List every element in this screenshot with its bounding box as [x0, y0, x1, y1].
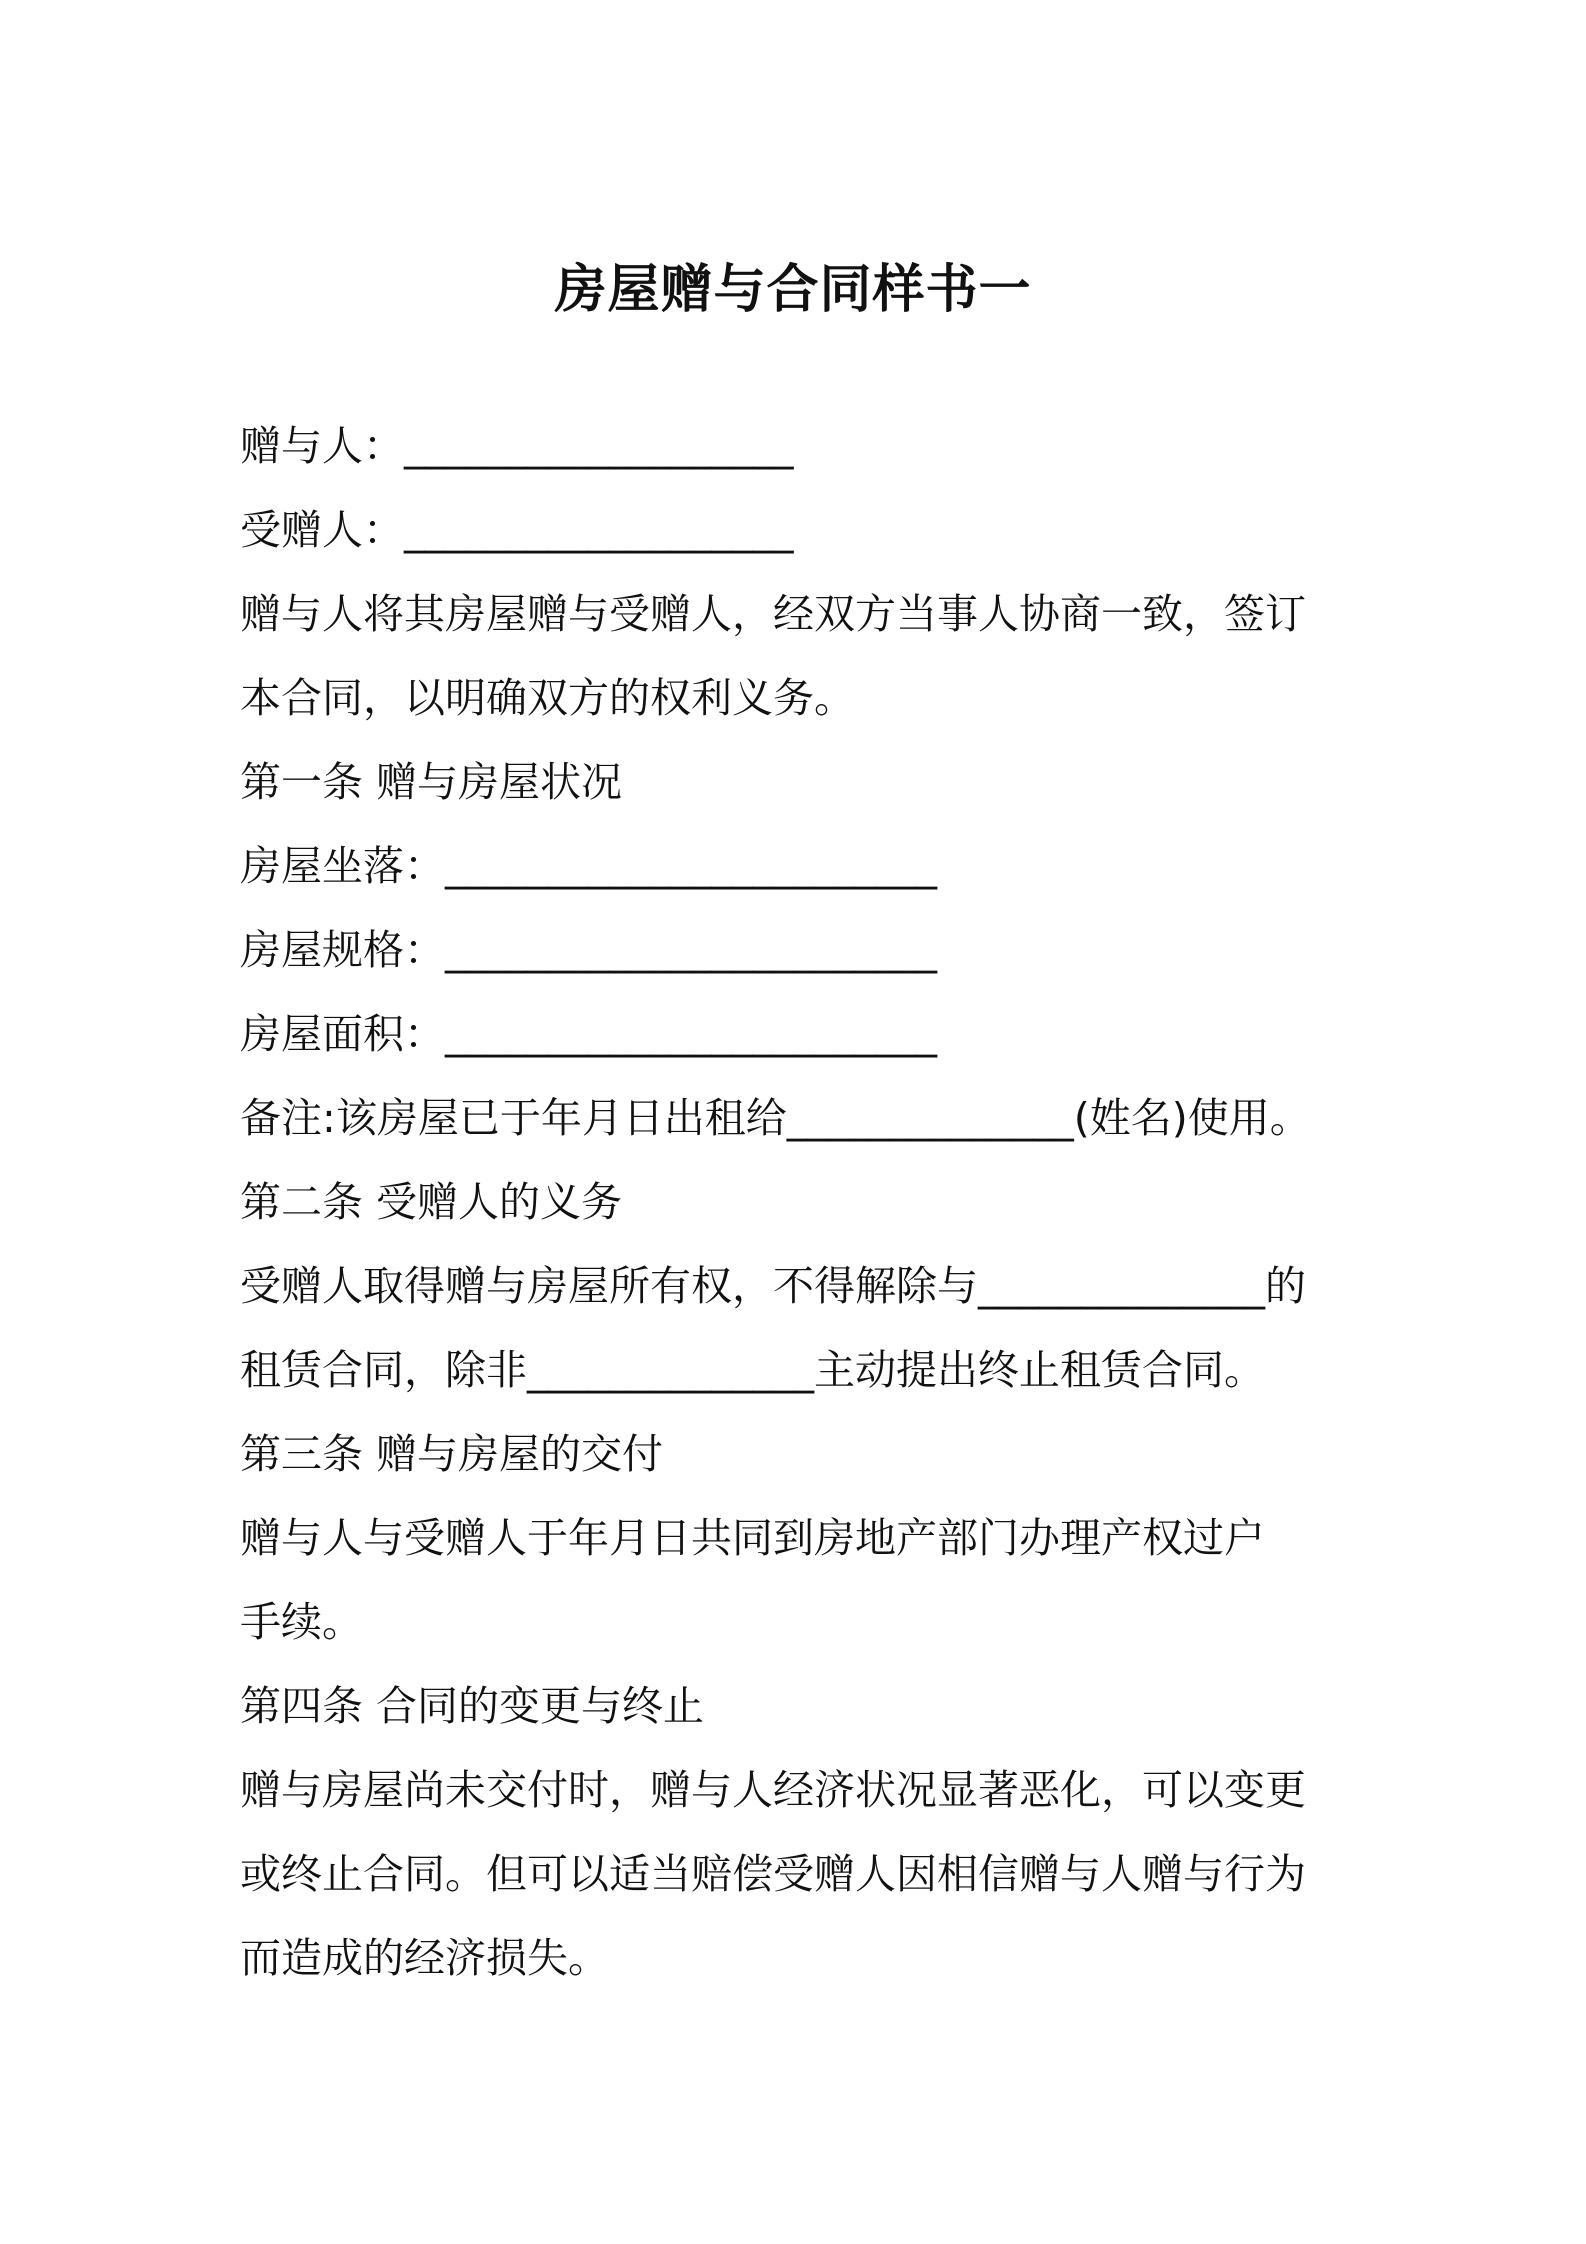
article-2-line-2: 租赁合同，除非______________主动提出终止租赁合同。 — [240, 1346, 1265, 1394]
article-3-line-2: 手续。 — [240, 1598, 363, 1646]
article-4-line-3: 而造成的经济损失。 — [240, 1934, 609, 1982]
house-spec-field-line: 房屋规格：________________________ — [240, 926, 937, 974]
article-2-heading: 第二条 受赠人的义务 — [240, 1178, 623, 1226]
document-body — [240, 404, 1360, 2000]
article-4-heading: 第四条 合同的变更与终止 — [240, 1682, 705, 1730]
article-3-heading: 第三条 赠与房屋的交付 — [240, 1430, 664, 1478]
article-2-line-1: 受赠人取得赠与房屋所有权，不得解除与______________的 — [240, 1262, 1306, 1310]
remark-line: 备注:该房屋已于年月日出租给______________(姓名)使用。 — [240, 1094, 1311, 1142]
preamble-line-2: 本合同，以明确双方的权利义务。 — [240, 674, 855, 722]
article-4-line-2: 或终止合同。但可以适当赔偿受赠人因相信赠与人赠与行为 — [240, 1850, 1306, 1898]
house-area-field-line: 房屋面积：________________________ — [240, 1010, 937, 1058]
article-1-heading: 第一条 赠与房屋状况 — [240, 758, 623, 806]
donor-field-line: 赠与人：___________________ — [240, 422, 794, 470]
house-location-field-line: 房屋坐落：________________________ — [240, 842, 937, 890]
article-3-line-1: 赠与人与受赠人于年月日共同到房地产部门办理产权过户 — [240, 1514, 1265, 1562]
article-4-line-1: 赠与房屋尚未交付时，赠与人经济状况显著恶化，可以变更 — [240, 1766, 1306, 1814]
preamble-line-1: 赠与人将其房屋赠与受赠人，经双方当事人协商一致，签订 — [240, 590, 1306, 638]
donee-field-line: 受赠人：___________________ — [240, 506, 794, 554]
document-title: 房屋赠与合同样书一 — [554, 260, 1032, 320]
